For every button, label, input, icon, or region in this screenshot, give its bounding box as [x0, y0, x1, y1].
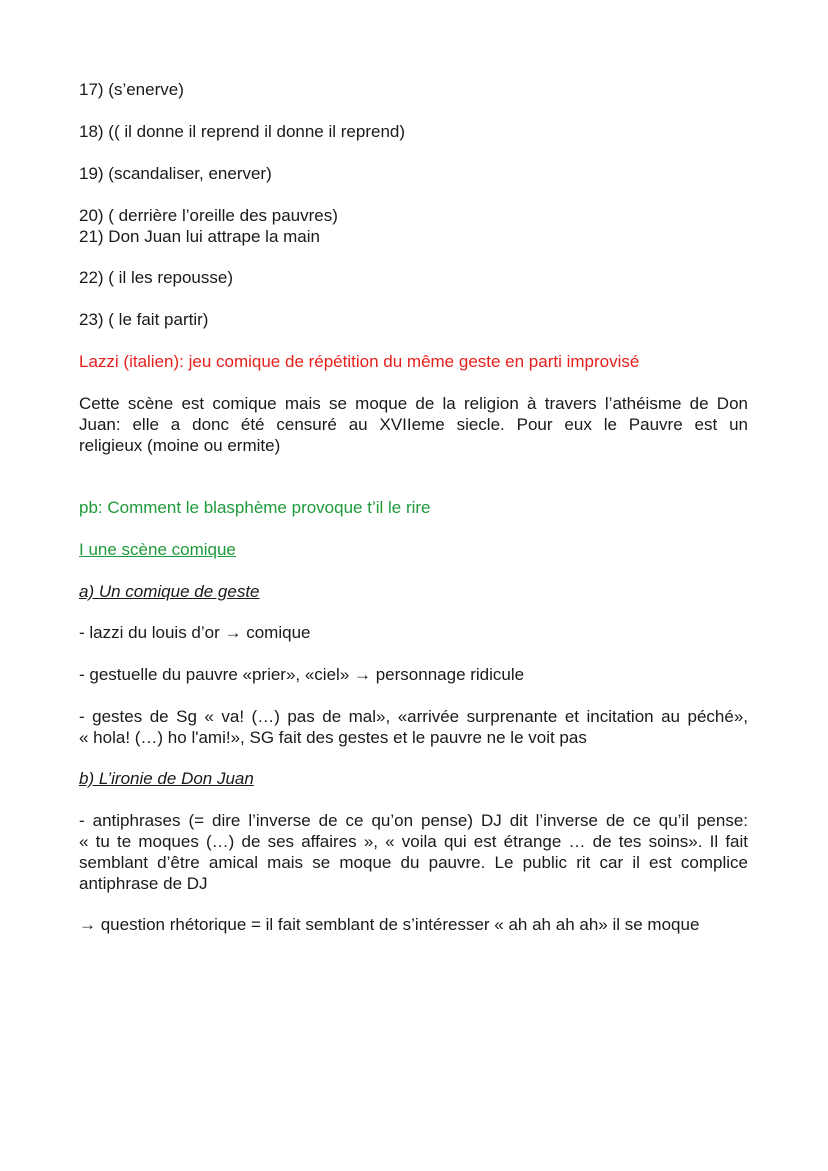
section-a-bullet-1: - lazzi du louis d’or → comique: [79, 623, 311, 642]
note-18: 18) (( il donne il reprend il donne il reprend): [79, 122, 406, 141]
section-a-title: a) Un comique de geste: [79, 582, 260, 601]
section-b-bullet-1-line-2: « tu te moques (…) de ses affaires », « voila qui est étrange … de tes soins». Il fait: [79, 832, 748, 851]
context-line-2: Juan: elle a donc été censuré au XVIIeme siecle. Pour eux le Pauvre est un: [79, 415, 748, 434]
section-b-bullet-1-line-1: - antiphrases (= dire l’inverse de ce qu’on pense) DJ dit l’inverse de ce qu’il pense:: [79, 811, 748, 830]
context-line-1: Cette scène est comique mais se moque de la religion à travers l’athéisme de Don: [79, 394, 748, 413]
section-b-title: b) L’ironie de Don Juan: [79, 769, 254, 788]
note-17: 17) (s’enerve): [79, 80, 184, 99]
section-b-bullet-2: → question rhétorique = il fait semblant de s’intéresser « ah ah ah ah» il se moque: [79, 915, 700, 934]
section-b-bullet-1-line-4: antiphrase de DJ: [79, 874, 208, 893]
section-b-bullet-1-line-3: semblant d’être amical mais se moque du pauvre. Le public rit car il est complice: [79, 853, 748, 872]
note-20: 20) ( derrière l’oreille des pauvres): [79, 206, 338, 225]
section-a-bullet-3-line-1: - gestes de Sg « va! (…) pas de mal», «arrivée surprenante et incitation au péché»,: [79, 707, 748, 726]
section-a-bullet-2: - gestuelle du pauvre «prier», «ciel» → personnage ridicule: [79, 665, 525, 684]
section-a-bullet-3-line-2: « hola! (…) ho l'ami!», SG fait des gestes et le pauvre ne le voit pas: [79, 728, 587, 747]
context-line-3: religieux (moine ou ermite): [79, 436, 281, 455]
note-19: 19) (scandaliser, enerver): [79, 164, 272, 183]
note-23: 23) ( le fait partir): [79, 310, 209, 329]
part-1-title: I une scène comique: [79, 540, 236, 559]
lazzi-definition: Lazzi (italien): jeu comique de répétition du même geste en parti improvisé: [79, 352, 640, 371]
problematique: pb: Comment le blasphème provoque t’il le rire: [79, 498, 431, 517]
note-22: 22) ( il les repousse): [79, 268, 234, 287]
note-21: 21) Don Juan lui attrape la main: [79, 227, 320, 246]
